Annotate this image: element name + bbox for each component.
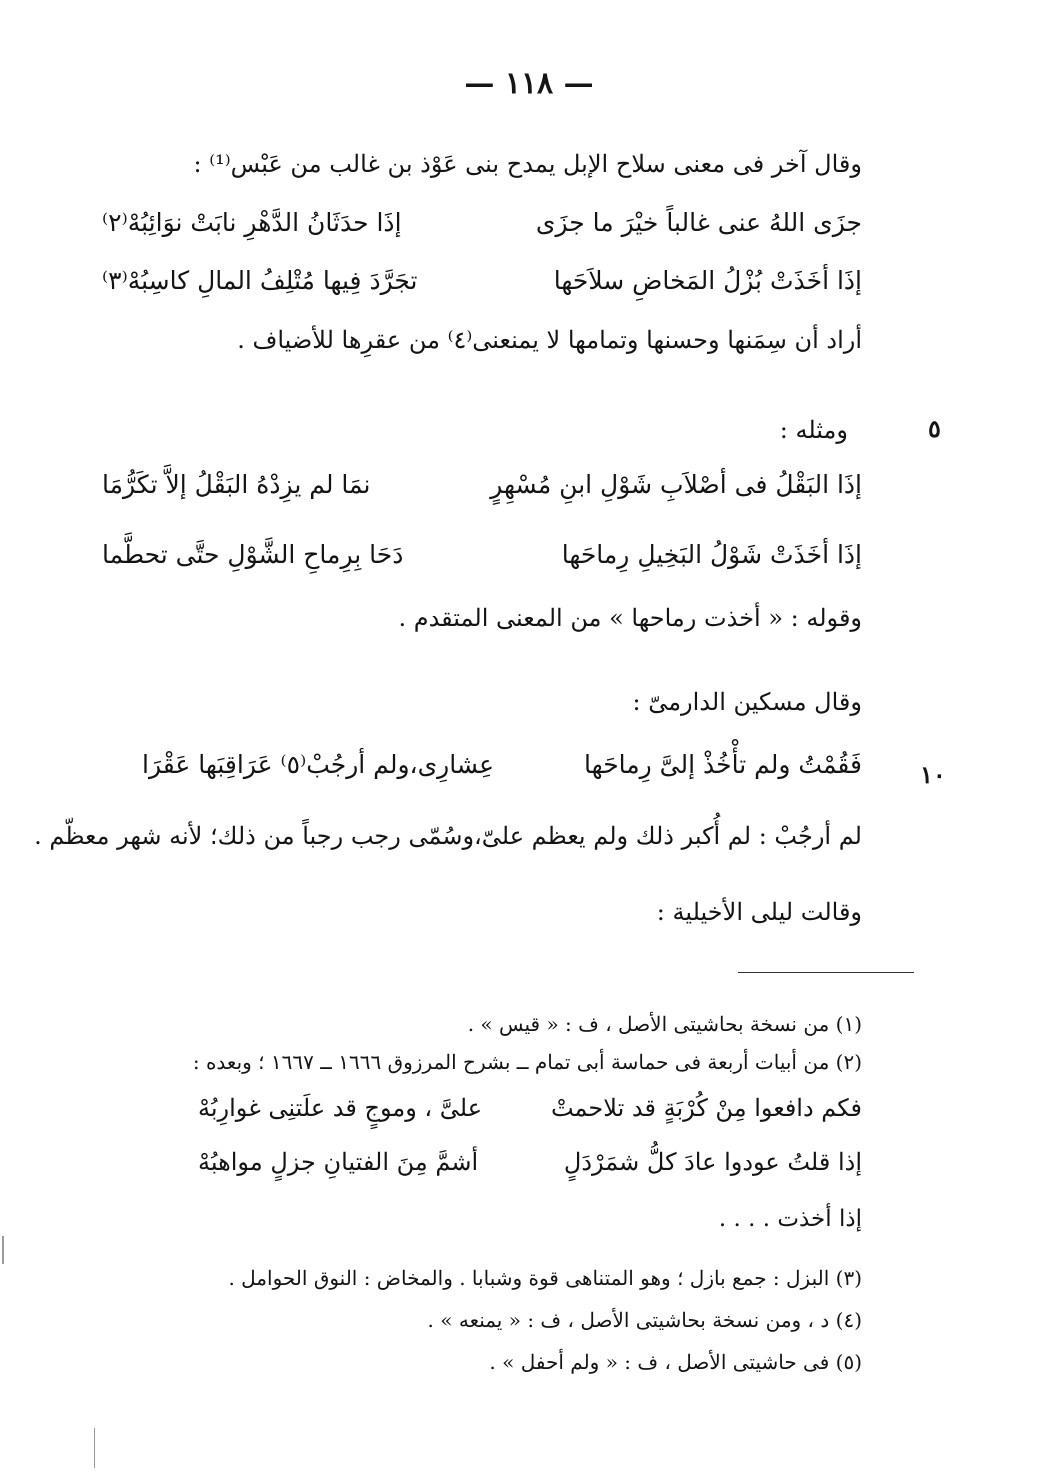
commentary-line-3: لم أرجُبْ : لم أُكبر ذلك ولم يعظم علىّ،وسُمّى رجب رجباً من ذلك؛ لأنه شهر معظّم . (34, 822, 862, 850)
verse-first-hemistich: إذا قلتُ عودوا عادَ كلُّ شمَرْدَلٍ (563, 1148, 862, 1176)
verse-second-hemistich: إذَا حدَثَانُ الدَّهْرِ نابَتْ نوَائِبُهْ⁽٢⁾ (102, 208, 402, 237)
intro-line-2: ومثله : (779, 416, 848, 444)
footnote-verse-line (198, 1148, 862, 1188)
commentary-line-2: وقوله : « أخذت رماحها » من المعنى المتقدم . (398, 604, 862, 632)
footnote-2-tail: إذا أخذت . . . . (718, 1206, 862, 1232)
intro-line-3: وقال مسكين الدارمىّ : (632, 688, 862, 716)
scan-artifact (2, 1236, 4, 1264)
verse-first-hemistich: فَقُمْتُ ولم تأْخُذْ إلىَّ رِماحَها (584, 750, 862, 779)
line-number-10: ١٠ (920, 760, 946, 789)
intro-line-4: وقالت ليلى الأخيلية : (656, 898, 862, 926)
verse-second-hemistich: عِشارِى،ولم أرجُبْ⁽٥⁾ عَرَاقِبَها عَقْرَا (142, 750, 495, 779)
verse-first-hemistich: جزَى اللهُ عنى غالباً خيْرَ ما جزَى (535, 208, 862, 237)
verse-line (142, 750, 862, 794)
verse-second-hemistich: أشمَّ مِنَ الفتيانِ جزلٍ مواهبُهْ (198, 1148, 479, 1176)
verse-second-hemistich: تجَرَّدَ فِيها مُتْلِفُ المالِ كاسِبُهْ⁽٣⁾ (102, 266, 418, 295)
footnote-3: (٣) البزل : جمع بازل ؛ وهو المتناهى قوة وشبابا . والمخاض : النوق الحوامل . (228, 1266, 862, 1290)
footnote-2: (٢) من أبيات أربعة فى حماسة أبى تمام ــ بشرح المرزوق ١٦٦٦ ــ ١٦٦٧ ؛ وبعده : (192, 1050, 862, 1074)
verse-line (102, 540, 862, 584)
commentary-line-1: أراد أن سِمَنها وحسنها وتمامها لا يمنعنى⁽٤⁾ من عقرِها للأضياف . (237, 326, 862, 354)
page-number: — ١١٨ — (464, 66, 594, 101)
verse-first-hemistich: إذَا البَقْلُ فى أصْلاَبِ شَوْلِ ابنِ مُسْهِرٍ (490, 470, 862, 499)
scan-artifact (94, 1428, 95, 1468)
footnote-separator (738, 972, 914, 973)
footnote-verse-line (198, 1094, 862, 1134)
verse-second-hemistich: علىَّ ، وموجٍ قد علَتنِى غوارِبُهْ (198, 1094, 483, 1122)
verse-first-hemistich: فكم دافعوا مِنْ كُرْبَةٍ قد تلاحمتْ (550, 1094, 862, 1122)
intro-line-1: وقال آخر فى معنى سلاح الإبل يمدح بنى عَوْذ بن غالب من عَبْس⁽¹⁾ : (193, 150, 862, 178)
verse-line (102, 208, 862, 252)
verse-line (102, 470, 862, 514)
footnote-1: (١) من نسخة بحاشيتى الأصل ، ف : « قيس » . (467, 1012, 862, 1036)
footnote-4: (٤) د ، ومن نسخة بحاشيتى الأصل ، ف : « يمنعه » . (427, 1308, 862, 1332)
verse-second-hemistich: دَحَا بِرِماحِ الشَّوْلِ حتَّى تحطَّما (102, 540, 404, 569)
verse-second-hemistich: نمَا لم يزِدْهُ البَقْلُ إلاَّ تكَرُّمَا (102, 470, 371, 499)
verse-first-hemistich: إذَا أخَذَتْ بُزْلُ المَخاضِ سلاَحَها (553, 266, 862, 295)
verse-line (102, 266, 862, 310)
line-number-5: ٥ (928, 414, 941, 443)
verse-first-hemistich: إذَا أخَذَتْ شَوْلُ البَخِيلِ رِماحَها (561, 540, 862, 569)
footnote-5: (٥) فى حاشيتى الأصل ، ف : « ولم أحفل » . (489, 1350, 862, 1374)
